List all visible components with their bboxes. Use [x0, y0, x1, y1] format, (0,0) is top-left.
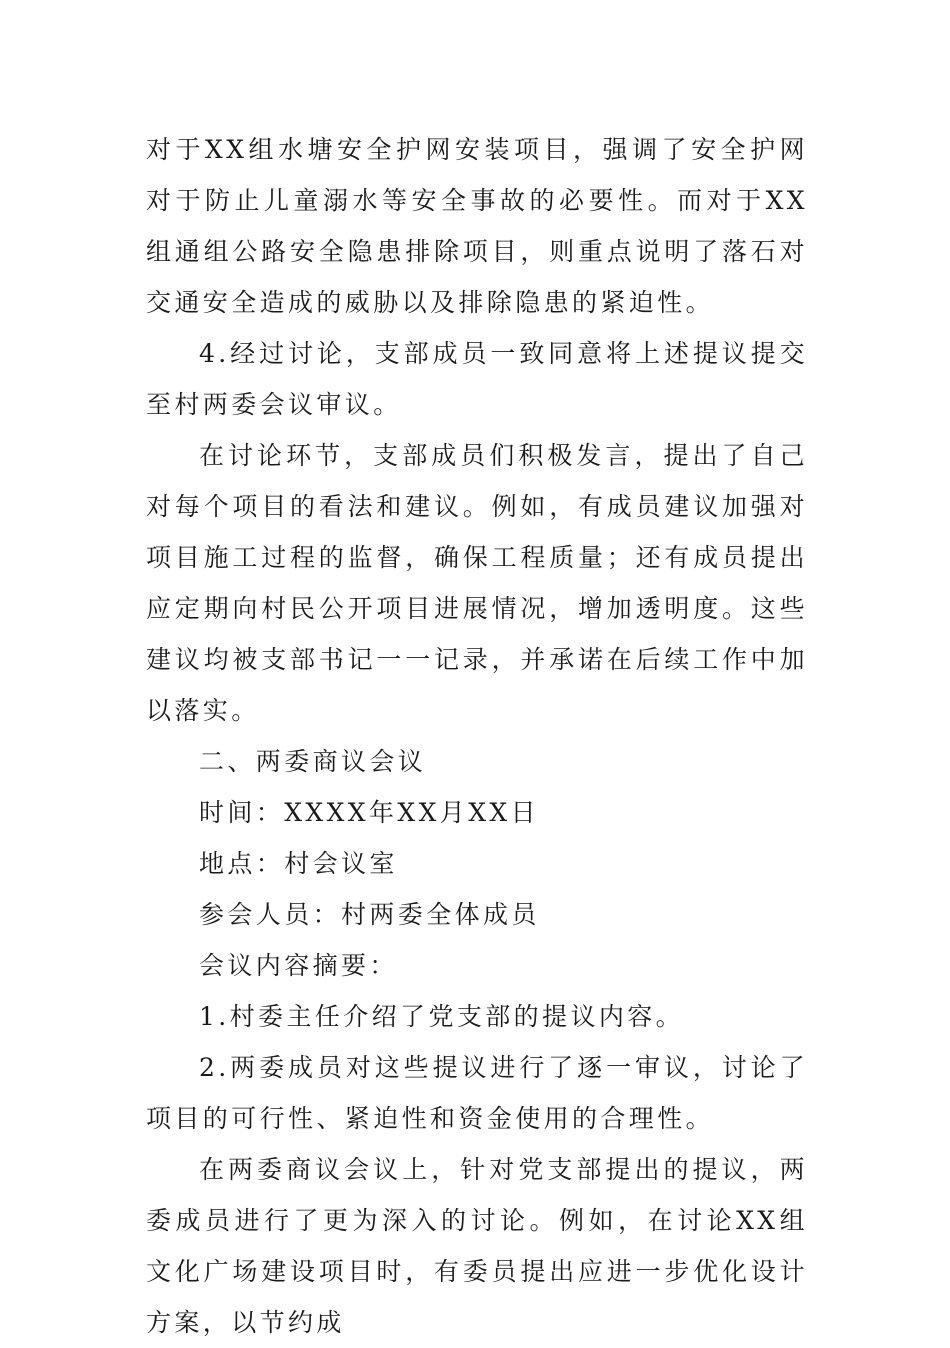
meeting-attendees: 参会人员：村两委全体成员 — [199, 900, 540, 929]
summary-item-2: 2.两委成员对这些提议进行了逐一审议，讨论了项目的可行性、紧迫性和资金使用的合理性。 — [146, 1053, 808, 1133]
meeting-summary-label: 会议内容摘要： — [199, 951, 398, 980]
document-body — [146, 124, 808, 1348]
paragraph-3: 在讨论环节，支部成员们积极发言，提出了自己对每个项目的看法和建议。例如，有成员建议加强对项目施工过程的监督，确保工程质量；还有成员提出应定期向村民公开项目进展情况，增加透明度。这些建议均被支部书记一一记录，并承诺在后续工作中加以落实。 — [146, 441, 808, 725]
paragraph-discussion: 在两委商议会议上，针对党支部提出的提议，两委成员进行了更为深入的讨论。例如，在讨论XX组文化广场建设项目时，有委员提出应进一步优化设计方案，以节约成 — [146, 1155, 808, 1337]
meeting-location: 地点：村会议室 — [199, 849, 398, 878]
paragraph-2: 4.经过讨论，支部成员一致同意将上述提议提交至村两委会议审议。 — [146, 339, 808, 419]
summary-item-1: 1.村委主任介绍了党支部的提议内容。 — [199, 1002, 685, 1031]
meeting-time: 时间：XXXX年XX月XX日 — [199, 798, 539, 827]
section-heading: 二、两委商议会议 — [199, 747, 427, 776]
paragraph-1: 对于XX组水塘安全护网安装项目，强调了安全护网对于防止儿童溺水等安全事故的必要性。而对于XX组通组公路安全隐患排除项目，则重点说明了落石对交通安全造成的威胁以及排除隐患的紧迫性。 — [146, 135, 808, 317]
